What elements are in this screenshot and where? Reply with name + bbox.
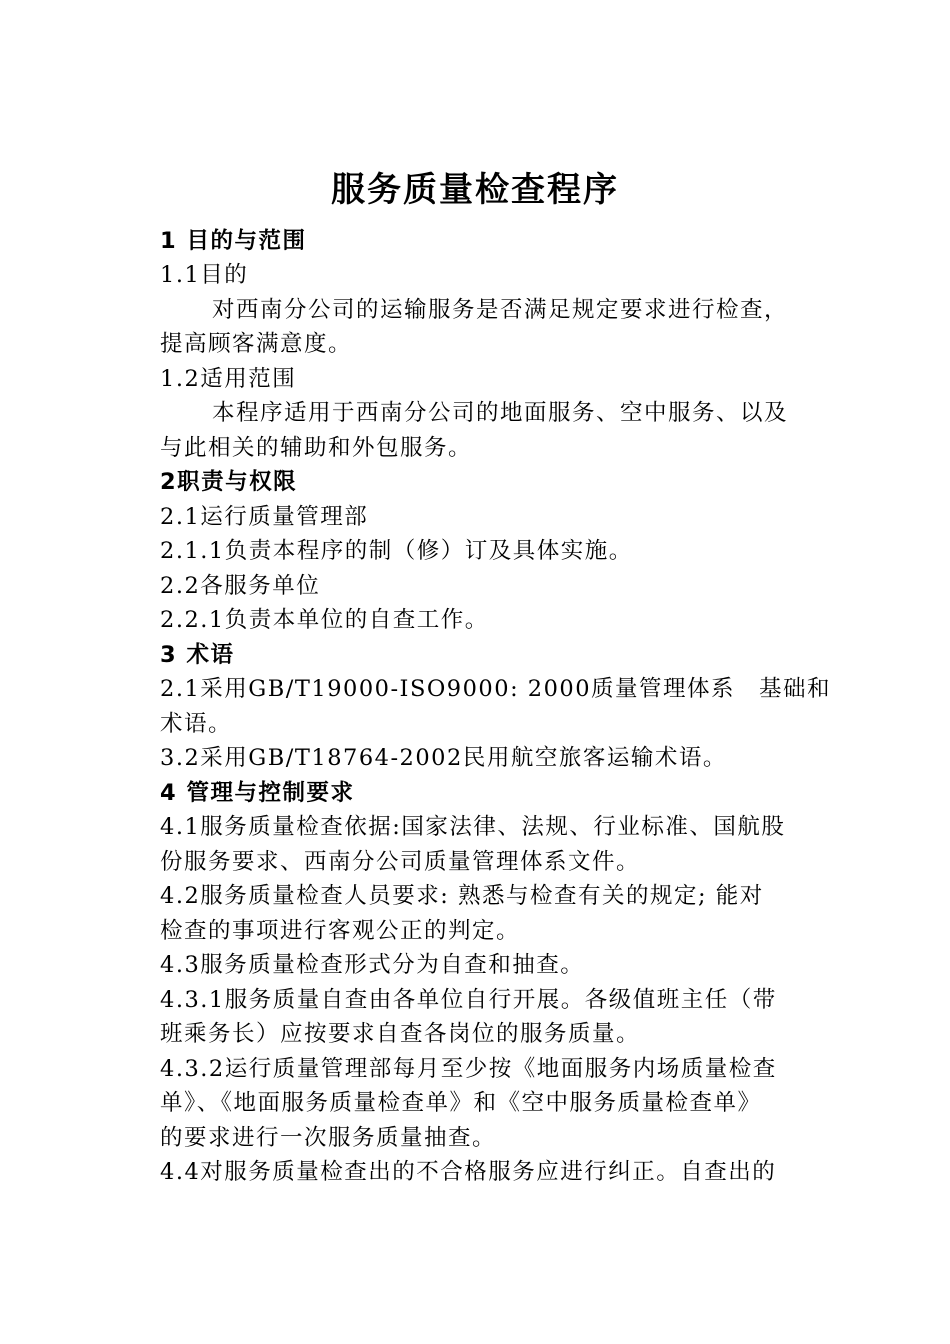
paragraph-line: 4.4对服务质量检查出的不合格服务应进行纠正。自查出的 bbox=[160, 1159, 777, 1185]
paragraph-line: 检查的事项进行客观公正的判定。 bbox=[160, 918, 521, 944]
paragraph-line: 2.1.1负责本程序的制（修）订及具体实施。 bbox=[160, 538, 633, 564]
subheading-2-2: 2.2各服务单位 bbox=[160, 573, 321, 599]
paragraph-line: 单》、《地面服务质量检查单》和《空中服务质量检查单》 bbox=[160, 1090, 762, 1116]
subheading-2-1: 2.1运行质量管理部 bbox=[160, 504, 369, 530]
paragraph-line: 2.1采用GB/T19000-ISO9000: 2000质量管理体系 基础和 bbox=[160, 676, 832, 702]
heading-3: 3 术语 bbox=[160, 642, 235, 668]
paragraph-line: 与此相关的辅助和外包服务。 bbox=[160, 435, 473, 461]
heading-2: 2职责与权限 bbox=[160, 469, 298, 495]
subheading-1-2: 1.2适用范围 bbox=[160, 366, 297, 392]
paragraph-line: 的要求进行一次服务质量抽查。 bbox=[160, 1125, 497, 1151]
paragraph-line: 本程序适用于西南分公司的地面服务、空中服务、以及 bbox=[212, 400, 789, 426]
paragraph-line: 提高顾客满意度。 bbox=[160, 331, 353, 357]
paragraph-line: 份服务要求、西南分公司质量管理体系文件。 bbox=[160, 849, 641, 875]
document-title: 服务质量检查程序 bbox=[331, 170, 619, 210]
paragraph-line: 4.2服务质量检查人员要求: 熟悉与检查有关的规定; 能对 bbox=[160, 883, 764, 909]
heading-1: 1 目的与范围 bbox=[160, 228, 307, 254]
paragraph-line: 3.2采用GB/T18764-2002民用航空旅客运输术语。 bbox=[160, 745, 727, 771]
paragraph-line: 4.3服务质量检查形式分为自查和抽查。 bbox=[160, 952, 585, 978]
paragraph-line: 4.1服务质量检查依据:国家法律、法规、行业标准、国航股 bbox=[160, 814, 786, 840]
subheading-1-1: 1.1目的 bbox=[160, 262, 249, 288]
paragraph-line: 班乘务长）应按要求自查各岗位的服务质量。 bbox=[160, 1021, 641, 1047]
paragraph-line: 2.2.1负责本单位的自查工作。 bbox=[160, 607, 489, 633]
paragraph-line: 对西南分公司的运输服务是否满足规定要求进行检查， bbox=[212, 297, 789, 323]
paragraph-line: 术语。 bbox=[160, 711, 233, 737]
paragraph-line: 4.3.1服务质量自查由各单位自行开展。各级值班主任（带 bbox=[160, 987, 777, 1013]
heading-4: 4 管理与控制要求 bbox=[160, 780, 355, 806]
paragraph-line: 4.3.2运行质量管理部每月至少按《地面服务内场质量检查 bbox=[160, 1056, 777, 1082]
